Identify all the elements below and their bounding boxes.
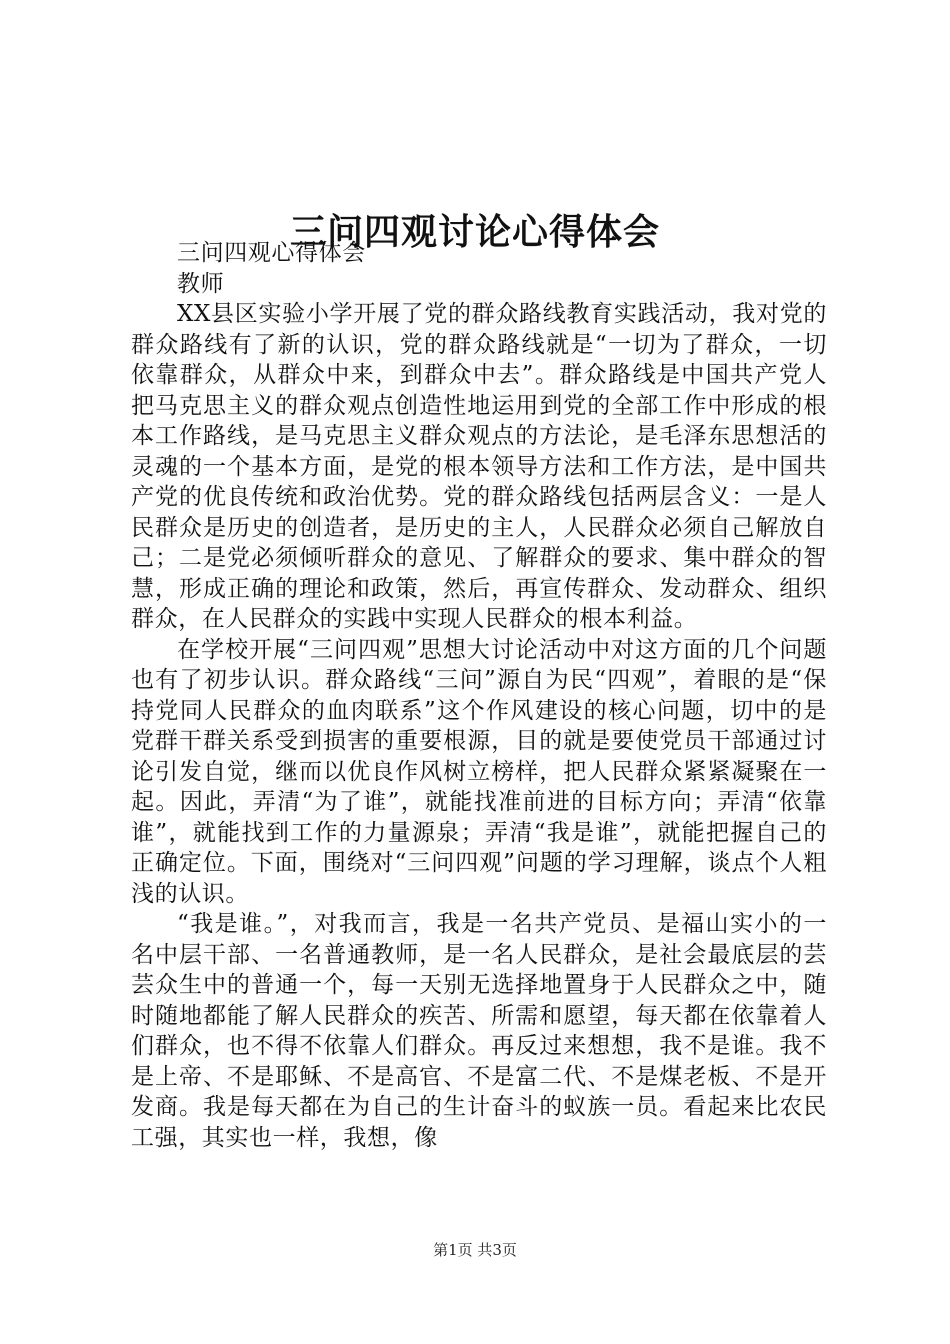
document-subtitle: 三问四观心得体会 bbox=[177, 240, 366, 266]
paragraph: XX县区实验小学开展了党的群众路线教育实践活动，我对党的群众路线有了新的认识，党的群众路线就是“一切为了群众，一切依靠群众，从群众中来，到群众中去”。群众路线是中国共产党人把马克思主义的群众观点创造性地运用到党的全部工作中形成的根本工作路线，是马克思主义群众观点的方法论，是毛泽东思想活的灵魂的一个基本方面，是党的根本领导方法和工作方法，是中国共产党的优良传统和政治优势。党的群众路线包括两层含义：一是人民群众是历史的创造者，是历史的主人，人民群众必须自己解放自己；二是党必须倾听群众的意见、了解群众的要求、集中群众的智慧，形成正确的理论和政策，然后，再宣传群众、发动群众、组织群众，在人民群众的实践中实现人民群众的根本利益。 bbox=[131, 301, 827, 632]
paragraph: 在学校开展“三问四观”思想大讨论活动中对这方面的几个问题也有了初步认识。群众路线“三问”源自为民“四观”，着眼的是“保持党同人民群众的血肉联系”这个作风建设的核心问题，切中的是党群干群关系受到损害的重要根源，目的就是要使党员干部通过讨论引发自觉，继而以优良作风树立榜样，把人民群众紧紧凝聚在一起。因此，弄清“为了谁”，就能找准前进的目标方向；弄清“依靠谁”，就能找到工作的力量源泉；弄清“我是谁”，就能把握自己的正确定位。下面，围绕对“三问四观”问题的学习理解，谈点个人粗浅的认识。 bbox=[131, 636, 827, 907]
page-number: 第1页 共3页 bbox=[433, 1241, 517, 1259]
document-author: 教师 bbox=[177, 270, 225, 297]
document-title: 三问四观讨论心得体会 bbox=[289, 211, 660, 254]
paragraph: “我是谁。”，对我而言，我是一名共产党员、是福山实小的一名中层干部、一名普通教师，是一名人民群众，是社会最底层的芸芸众生中的普通一个，每一天别无选择地置身于人民群众之中，随时随地都能了解人民群众的疾苦、所需和愿望，每天都在依靠着人们群众，也不得不依靠人们群众。再反过来想想，我不是谁。我不是上帝、不是耶稣、不是高官、不是富二代、不是煤老板、不是开发商。我是每天都在为自己的生计奋斗的蚁族一员。看起来比农民工强，其实也一样，我想，像 bbox=[131, 911, 827, 1151]
document-body bbox=[131, 238, 827, 1153]
